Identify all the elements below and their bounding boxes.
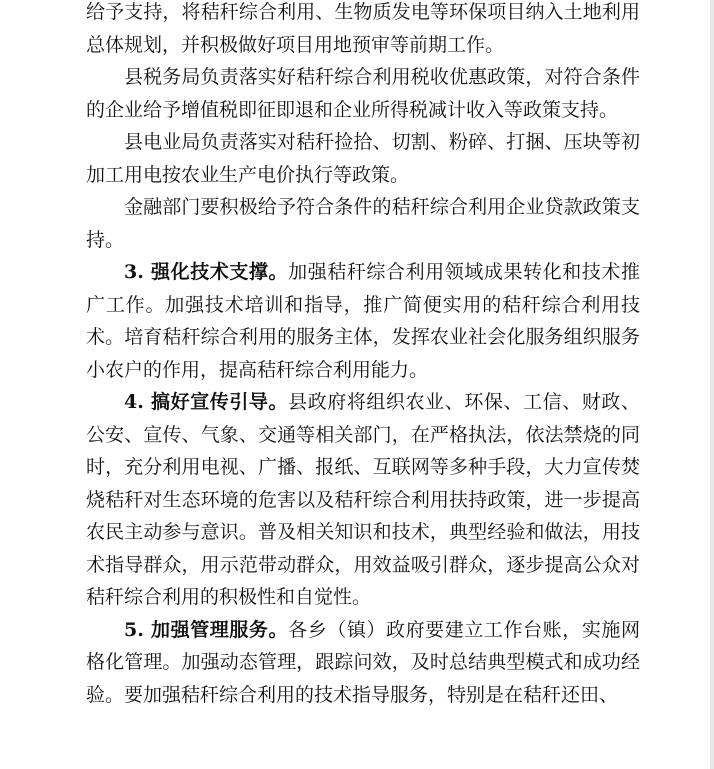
paragraph-management xyxy=(86,614,640,712)
paragraph-tax-bureau xyxy=(86,61,640,126)
paragraph-land-planning xyxy=(86,0,640,61)
paragraph-finance xyxy=(86,191,640,256)
section-heading-publicity: 4. 搞好宣传引导。 xyxy=(124,391,289,413)
document-body xyxy=(86,0,640,711)
section-heading-tech-support: 3. 强化技术支撑。 xyxy=(124,261,289,283)
paragraph-tech-support xyxy=(86,256,640,386)
paragraph-text: 县税务局负责落实好秸秆综合利用税收优惠政策，对符合条件的企业给予增值税即征即退和企业所得税减计收入等政策支持。 xyxy=(86,66,640,121)
paragraph-power-bureau xyxy=(86,126,640,191)
paragraph-text: 给予支持，将秸秆综合利用、生物质发电等环保项目纳入土地利用总体规划，并积极做好项目用地预审等前期工作。 xyxy=(86,1,640,56)
paragraph-text: 金融部门要积极给予符合条件的秸秆综合利用企业贷款政策支持。 xyxy=(86,196,640,251)
paragraph-text: 县电业局负责落实对秸秆捡拾、切割、粉碎、打捆、压块等初加工用电按农业生产电价执行等政策。 xyxy=(86,131,640,186)
section-heading-management: 5. 加强管理服务。 xyxy=(124,618,289,641)
paragraph-text: 加强秸秆综合利用领域成果转化和技术推广工作。加强技术培训和指导，推广简便实用的秸秆综合利用技术。培育秸秆综合利用的服务主体，发挥农业社会化服务组织服务小农户的作用，提高秸秆综合利用能力。 xyxy=(86,261,640,381)
page-edge-shadow xyxy=(710,0,714,769)
paragraph-text: 各乡（镇）政府要建立工作台账，实施网格化管理。加强动态管理，跟踪问效，及时总结典型模式和成功经验。要加强秸秆综合利用的技术指导服务，特别是在秸秆还田、 xyxy=(86,618,640,706)
paragraph-text: 县政府将组织农业、环保、工信、财政、公安、宣传、气象、交通等相关部门，在严格执法，依法禁烧的同时，充分利用电视、广播、报纸、互联网等多种手段，大力宣传焚烧秸秆对生态环境的危害以及秸秆综合利用扶持政策，进一步提高农民主动参与意识。普及相关知识和技术，典型经验和做法，用技术指导群众，用示范带动群众，用效益吸引群众，逐步提高公众对秸秆综合利用的积极性和自觉性。 xyxy=(86,391,640,608)
paragraph-publicity xyxy=(86,386,640,614)
